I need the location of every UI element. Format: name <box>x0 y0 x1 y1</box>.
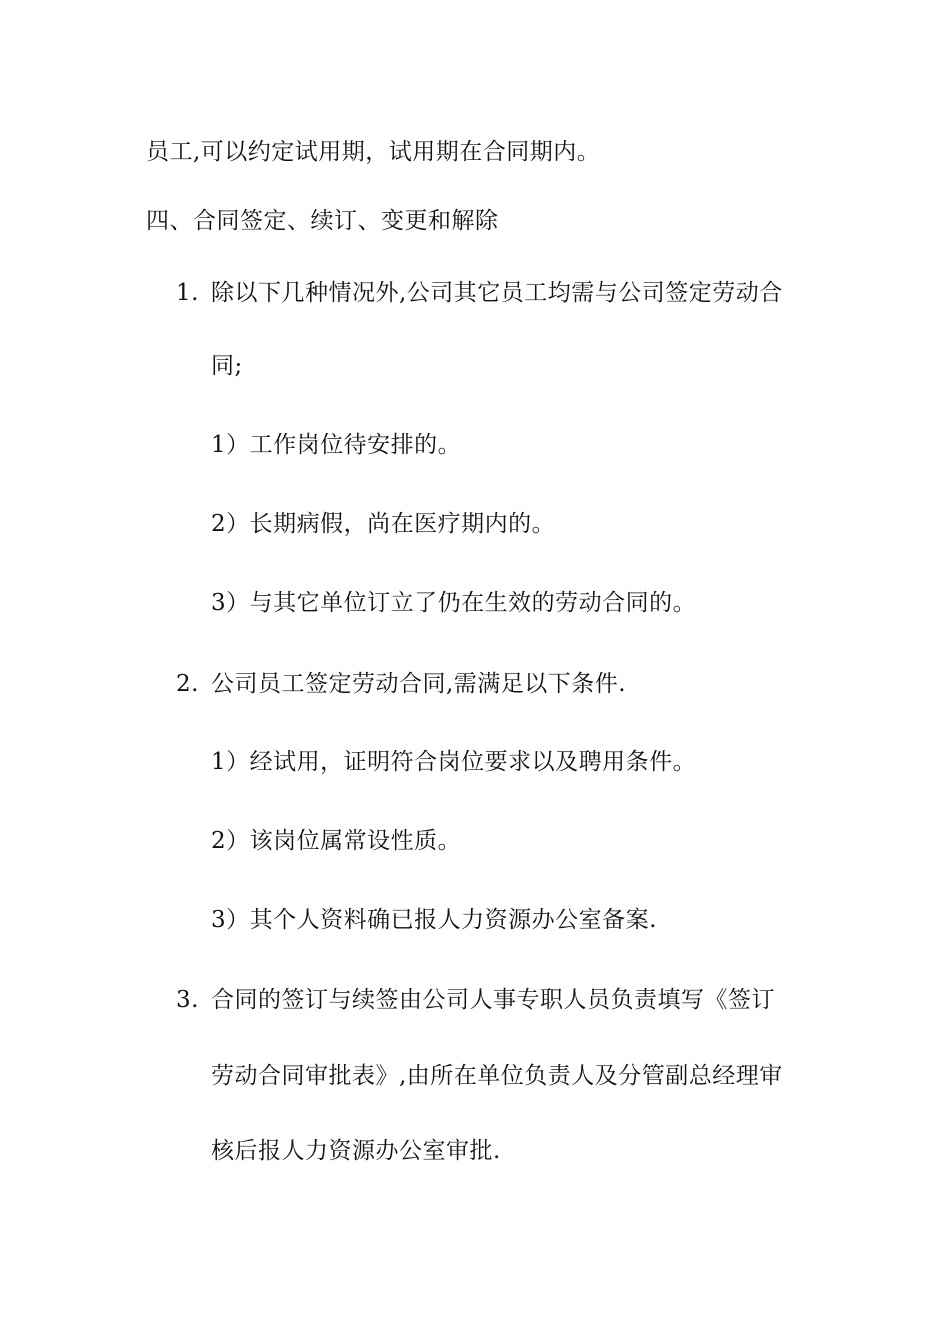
sub-item: 3）与其它单位订立了仍在生效的劳动合同的。 <box>211 590 697 616</box>
item-text-continuation: 同; <box>211 353 243 379</box>
list-item <box>176 669 626 699</box>
continuation-text: 员工,可以约定试用期，试用期在合同期内。 <box>146 139 601 165</box>
sub-item: 2）该岗位属常设性质。 <box>211 828 462 854</box>
item-text: 合同的签订与续签由公司人事专职人员负责填写《签订 <box>211 987 775 1013</box>
item-text-continuation: 劳动合同审批表》,由所在单位负责人及分管副总经理审 <box>211 1063 783 1089</box>
item-number: 1. <box>176 280 199 306</box>
sub-item: 3）其个人资料确已报人力资源办公室备案. <box>211 907 657 933</box>
item-text-continuation: 核后报人力资源办公室审批. <box>211 1138 501 1164</box>
item-text: 公司员工签定劳动合同,需满足以下条件. <box>211 671 627 697</box>
sub-item: 2）长期病假，尚在医疗期内的。 <box>211 511 556 537</box>
sub-item: 1）工作岗位待安排的。 <box>211 432 462 458</box>
item-text: 除以下几种情况外,公司其它员工均需与公司签定劳动合 <box>211 280 783 306</box>
section-heading: 四、合同签定、续订、变更和解除 <box>146 208 499 234</box>
sub-item: 1）经试用，证明符合岗位要求以及聘用条件。 <box>211 749 697 775</box>
list-item <box>176 985 775 1015</box>
item-number: 3. <box>176 987 199 1013</box>
list-item <box>176 278 783 308</box>
item-number: 2. <box>176 671 199 697</box>
